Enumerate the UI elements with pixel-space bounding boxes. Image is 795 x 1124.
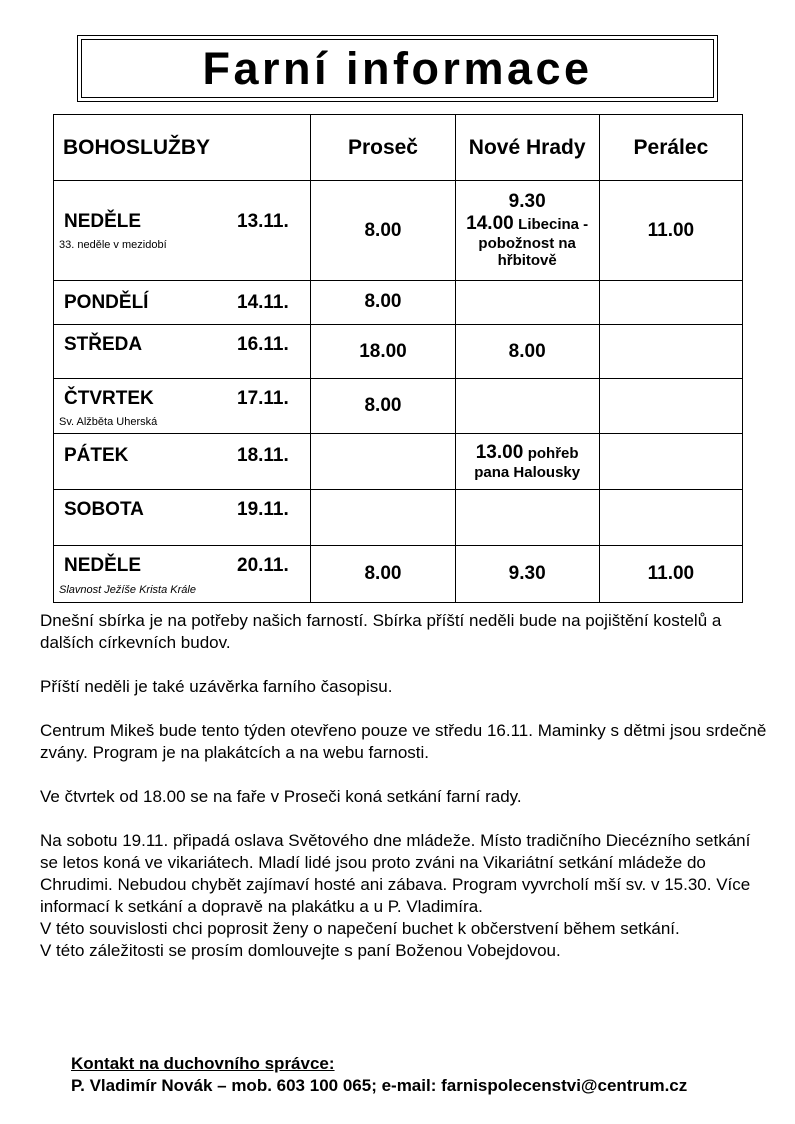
nh-text-2: pobožnost na [478, 235, 576, 253]
day-name: PONDĚLÍ [64, 292, 149, 313]
nh-time: 13.00 [475, 441, 524, 463]
day-date: 20.11. [237, 555, 289, 576]
day-name: NEDĚLE [64, 555, 142, 576]
table-row [54, 379, 743, 434]
header-services: BOHOSLUŽBY [54, 115, 311, 181]
day-date: 18.11. [237, 445, 289, 466]
nove-hrady-cell [455, 434, 599, 490]
day-date: 19.11. [237, 499, 289, 520]
day-cell [54, 281, 311, 325]
page-title: Farní informace [202, 43, 593, 94]
prosec-empty [311, 490, 455, 546]
announcement-paragraph: Centrum Mikeš bude tento týden otevřeno pouze ve středu 16.11. Maminky s dětmi jsou srdečně zvány. Program je na plakátcích a na webu farnosti. [40, 721, 767, 762]
nh-text-2: pana Halousky [474, 463, 581, 481]
table-header-row [54, 115, 743, 181]
header-nove-hrady: Nové Hrady [455, 115, 599, 181]
day-name: STŘEDA [64, 334, 143, 355]
day-date: 14.11. [237, 292, 289, 313]
table-row [54, 181, 743, 281]
nove-hrady-time: 8.00 [455, 325, 599, 379]
nh-text-3: hřbitově [497, 252, 557, 270]
peralec-empty [599, 325, 742, 379]
day-cell [54, 181, 311, 281]
day-name: ČTVRTEK [64, 388, 154, 409]
announcement-paragraph: Příští neděli je také uzávěrka farního časopisu. [40, 677, 393, 696]
peralec-time: 11.00 [599, 181, 742, 281]
prosec-time: 8.00 [311, 379, 455, 434]
peralec-time: 11.00 [599, 546, 742, 603]
prosec-time: 8.00 [311, 546, 455, 603]
prosec-time: 8.00 [311, 181, 455, 281]
table-row [54, 325, 743, 379]
nove-hrady-empty [455, 281, 599, 325]
day-cell [54, 490, 311, 546]
table-row [54, 546, 743, 603]
peralec-empty [599, 281, 742, 325]
announcement-line: V této souvislosti chci poprosit ženy o napečení buchet k občerstvení během setkání. [40, 919, 680, 938]
nove-hrady-time: 9.30 [455, 546, 599, 603]
title-box [77, 35, 718, 102]
prosec-empty [311, 434, 455, 490]
day-cell [54, 434, 311, 490]
day-name: NEDĚLE [64, 211, 142, 232]
announcement-paragraph: Dnešní sbírka je na potřeby našich farností. Sbírka příští neděli bude na pojištění kostelů a dalších církevních budov. [40, 611, 722, 652]
contact-line: P. Vladimír Novák – mob. 603 100 065; e-mail: farnispolecenstvi@centrum.cz [71, 1076, 688, 1095]
nh-time-1: 9.30 [508, 191, 546, 213]
nh-text-1: pohřeb [527, 444, 579, 462]
day-date: 16.11. [237, 334, 289, 355]
peralec-empty [599, 490, 742, 546]
title-inner-border [81, 39, 714, 98]
day-note: Slavnost Ježíše Krista Krále [59, 584, 196, 596]
nove-hrady-empty [455, 490, 599, 546]
prosec-time: 18.00 [311, 325, 455, 379]
day-note: Sv. Alžběta Uherská [59, 416, 158, 428]
header-prosec: Proseč [311, 115, 455, 181]
contact-title: Kontakt na duchovního správce: [71, 1054, 335, 1073]
nh-time-2: 14.00 [466, 213, 514, 235]
day-date: 17.11. [237, 388, 289, 409]
peralec-empty [599, 379, 742, 434]
day-cell [54, 379, 311, 434]
day-date: 13.11. [237, 211, 289, 232]
header-peralec: Perálec [599, 115, 742, 181]
nove-hrady-cell [455, 181, 599, 281]
table-row [54, 490, 743, 546]
day-cell [54, 546, 311, 603]
announcement-paragraph [40, 830, 770, 962]
day-cell [54, 325, 311, 379]
announcements [40, 610, 770, 962]
announcement-paragraph: Ve čtvrtek od 18.00 se na faře v Proseči koná setkání farní rady. [40, 787, 522, 806]
schedule-table [53, 114, 743, 603]
announcement-line: V této záležitosti se prosím domlouvejte s paní Boženou Vobejdovou. [40, 941, 561, 960]
nove-hrady-empty [455, 379, 599, 434]
day-name: PÁTEK [64, 445, 129, 466]
peralec-empty [599, 434, 742, 490]
table-row [54, 281, 743, 325]
announcement-line: Na sobotu 19.11. připadá oslava Světového dne mládeže. Místo tradičního Diecézního setkání se letos koná ve vikariátech. Mladí lidé jsou proto zváni na Vikariátní setkání mládeže do Chrudimi. Nebudou chybět zajímaví hosté ani zábava. Program vyvrcholí mší sv. v 15.30. Více informací k setkání a dopravě na plakátku a u P. Vladimíra. [40, 831, 751, 916]
table-row [54, 434, 743, 490]
day-note: 33. neděle v mezidobí [59, 239, 167, 251]
prosec-time: 8.00 [311, 281, 455, 325]
nh-text-1: Libecina - [518, 216, 589, 234]
day-name: SOBOTA [64, 499, 144, 520]
contact-block [71, 1053, 687, 1097]
